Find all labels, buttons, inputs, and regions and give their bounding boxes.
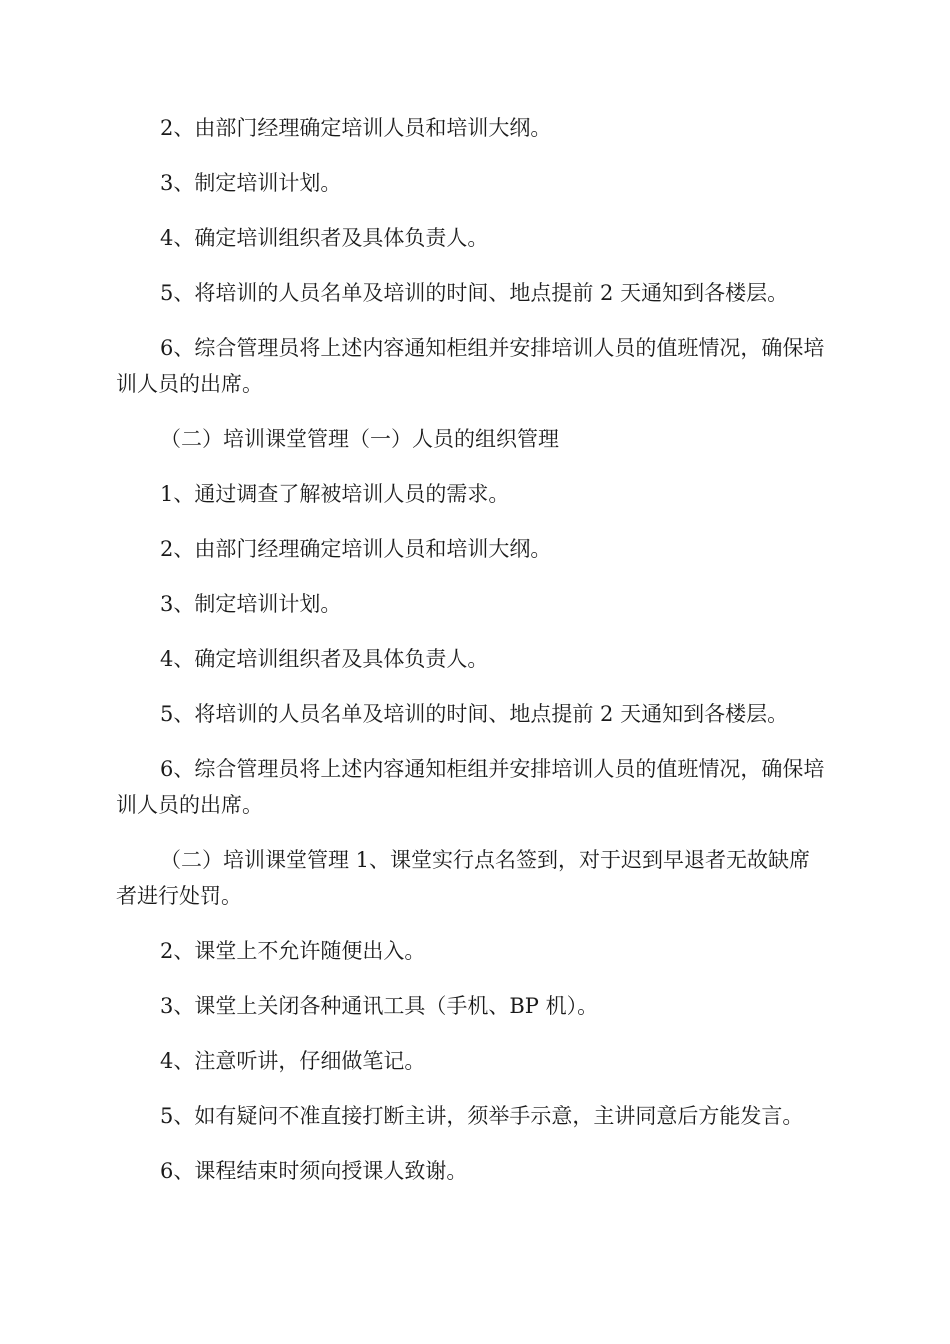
paragraph-11: 5、将培训的人员名单及培训的时间、地点提前 2 天通知到各楼层。 <box>160 702 789 726</box>
paragraph-7: 1、通过调查了解被培训人员的需求。 <box>160 482 510 506</box>
paragraph-1: 2、由部门经理确定培训人员和培训大纲。 <box>160 116 552 140</box>
paragraph-9: 3、制定培训计划。 <box>160 592 342 616</box>
section-heading-1: （二）培训课堂管理（一）人员的组织管理 <box>160 427 559 451</box>
paragraph-2: 3、制定培训计划。 <box>160 171 342 195</box>
paragraph-10: 4、确定培训组织者及具体负责人。 <box>160 647 489 671</box>
paragraph-15: 3、课堂上关闭各种通讯工具（手机、BP 机）。 <box>160 994 599 1018</box>
paragraph-3: 4、确定培训组织者及具体负责人。 <box>160 226 489 250</box>
paragraph-5: 6、综合管理员将上述内容通知柜组并安排培训人员的值班情况，确保培训人员的出席。 <box>116 336 825 396</box>
paragraph-18: 6、课程结束时须向授课人致谢。 <box>160 1159 468 1183</box>
document-body <box>116 110 831 1208</box>
paragraph-14: 2、课堂上不允许随便出入。 <box>160 939 426 963</box>
paragraph-17: 5、如有疑问不准直接打断主讲，须举手示意，主讲同意后方能发言。 <box>160 1104 804 1128</box>
paragraph-4: 5、将培训的人员名单及培训的时间、地点提前 2 天通知到各楼层。 <box>160 281 789 305</box>
paragraph-16: 4、注意听讲，仔细做笔记。 <box>160 1049 426 1073</box>
section-heading-2: （二）培训课堂管理 1、课堂实行点名签到，对于迟到早退者无故缺席者进行处罚。 <box>116 848 811 908</box>
paragraph-8: 2、由部门经理确定培训人员和培训大纲。 <box>160 537 552 561</box>
paragraph-12: 6、综合管理员将上述内容通知柜组并安排培训人员的值班情况，确保培训人员的出席。 <box>116 757 825 817</box>
